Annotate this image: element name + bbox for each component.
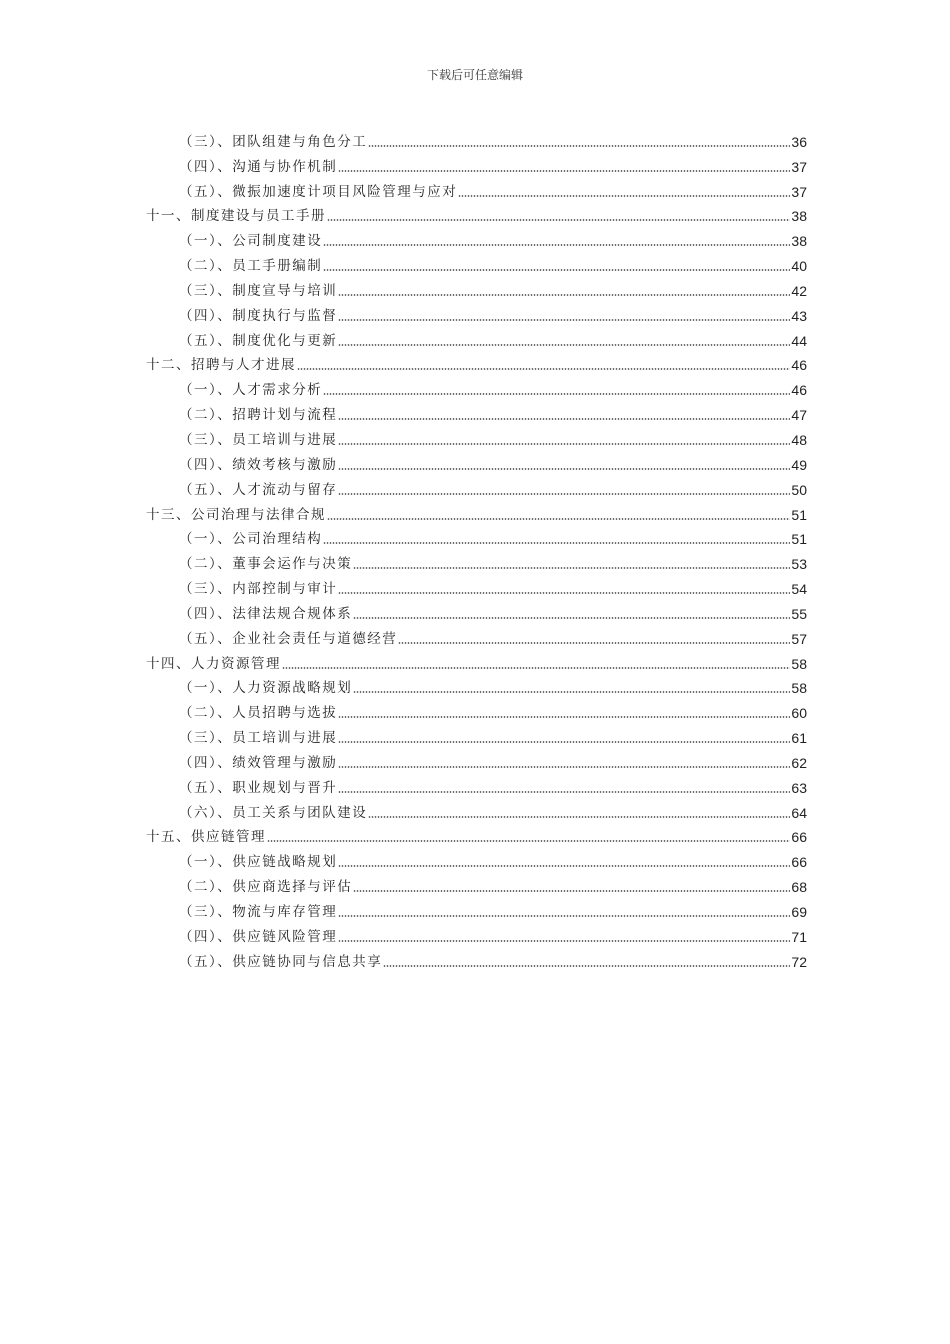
toc-entry-page-number: 60 bbox=[791, 705, 807, 722]
toc-entry[interactable] bbox=[146, 548, 807, 573]
toc-entry-title: （一）、公司治理结构 bbox=[179, 531, 323, 548]
toc-leader-dots bbox=[338, 741, 790, 743]
toc-leader-dots bbox=[338, 344, 790, 346]
toc-entry-page-number: 64 bbox=[791, 804, 807, 821]
toc-entry-page-number: 36 bbox=[791, 133, 807, 150]
toc-entry[interactable] bbox=[146, 350, 807, 375]
toc-leader-dots bbox=[282, 667, 790, 669]
toc-entry[interactable] bbox=[146, 399, 807, 424]
toc-entry-title: （二）、招聘计划与流程 bbox=[179, 407, 338, 424]
toc-entry[interactable] bbox=[146, 374, 807, 399]
toc-entry-title: （四）、绩效管理与激励 bbox=[179, 754, 338, 771]
toc-leader-dots bbox=[338, 865, 790, 867]
toc-entry-page-number: 50 bbox=[791, 481, 807, 498]
toc-entry-page-number: 58 bbox=[791, 655, 807, 672]
toc-leader-dots bbox=[338, 319, 790, 321]
toc-entry-page-number: 72 bbox=[791, 953, 807, 970]
toc-entry-title: （三）、物流与库存管理 bbox=[179, 904, 338, 920]
toc-entry[interactable] bbox=[146, 673, 807, 698]
toc-entry-page-number: 51 bbox=[791, 531, 807, 548]
toc-leader-dots bbox=[338, 468, 790, 470]
toc-leader-dots bbox=[353, 691, 790, 693]
toc-entry[interactable] bbox=[146, 499, 807, 524]
toc-leader-dots bbox=[338, 940, 790, 942]
toc-entry[interactable] bbox=[146, 722, 807, 747]
toc-leader-dots bbox=[353, 617, 790, 619]
toc-entry[interactable] bbox=[146, 598, 807, 623]
toc-entry-title: 十四、人力资源管理 bbox=[146, 655, 281, 672]
toc-leader-dots bbox=[297, 368, 790, 370]
toc-entry-page-number: 66 bbox=[791, 854, 807, 871]
toc-leader-dots bbox=[338, 592, 790, 594]
toc-entry-title: （四）、沟通与协作机制 bbox=[179, 158, 338, 175]
toc-entry-title: （一）、供应链战略规划 bbox=[179, 854, 338, 871]
toc-entry[interactable] bbox=[146, 573, 807, 598]
toc-leader-dots bbox=[338, 766, 790, 768]
toc-entry-page-number: 63 bbox=[791, 779, 807, 796]
toc-entry[interactable] bbox=[146, 697, 807, 722]
toc-entry[interactable] bbox=[146, 126, 807, 151]
toc-leader-dots bbox=[398, 642, 790, 644]
toc-entry-title: （五）、职业规划与晋升 bbox=[179, 779, 338, 796]
toc-entry-title: （五）、企业社会责任与道德经营 bbox=[179, 630, 398, 647]
toc-entry-title: （三）、团队组建与角色分工 bbox=[179, 133, 368, 150]
toc-entry-title: （二）、员工手册编制 bbox=[179, 258, 323, 275]
toc-entry-title: 十五、供应链管理 bbox=[146, 829, 266, 846]
toc-entry-page-number: 46 bbox=[791, 382, 807, 399]
toc-entry[interactable] bbox=[146, 176, 807, 201]
toc-entry-title: （三）、内部控制与审计 bbox=[179, 581, 338, 598]
toc-entry[interactable] bbox=[146, 151, 807, 176]
toc-leader-dots bbox=[368, 145, 790, 147]
toc-entry[interactable] bbox=[146, 648, 807, 673]
toc-entry-page-number: 57 bbox=[791, 630, 807, 647]
toc-entry[interactable] bbox=[146, 871, 807, 896]
toc-entry[interactable] bbox=[146, 846, 807, 871]
toc-entry-page-number: 71 bbox=[791, 928, 807, 945]
toc-entry[interactable] bbox=[146, 250, 807, 275]
toc-entry-title: （三）、员工培训与进展 bbox=[179, 730, 338, 747]
toc-entry-page-number: 44 bbox=[791, 332, 807, 349]
toc-leader-dots bbox=[338, 915, 790, 917]
toc-entry-page-number: 38 bbox=[791, 208, 807, 225]
toc-leader-dots bbox=[338, 418, 790, 420]
toc-entry-page-number: 55 bbox=[791, 605, 807, 622]
toc-entry-page-number: 40 bbox=[791, 258, 807, 275]
toc-entry-title: （五）、人才流动与留存 bbox=[179, 481, 338, 498]
toc-entry-title: （三）、员工培训与进展 bbox=[179, 431, 338, 448]
toc-entry-title: （一）、人才需求分析 bbox=[179, 382, 323, 399]
toc-entry-page-number: 43 bbox=[791, 307, 807, 324]
toc-entry-title: 十二、招聘与人才进展 bbox=[146, 357, 296, 374]
toc-entry-page-number: 49 bbox=[791, 456, 807, 473]
toc-entry-page-number: 69 bbox=[791, 904, 807, 920]
toc-entry-title: 十三、公司治理与法律合规 bbox=[146, 506, 326, 523]
toc-entry-page-number: 48 bbox=[791, 431, 807, 448]
toc-entry[interactable] bbox=[146, 747, 807, 772]
toc-entry[interactable] bbox=[146, 225, 807, 250]
toc-entry-page-number: 66 bbox=[791, 829, 807, 846]
toc-leader-dots bbox=[327, 219, 790, 221]
page-header: 下载后可任意编辑 bbox=[426, 68, 523, 82]
toc-entry-page-number: 53 bbox=[791, 556, 807, 573]
toc-entry[interactable] bbox=[146, 524, 807, 549]
toc-entry-title: （一）、公司制度建设 bbox=[179, 233, 323, 250]
toc-entry-title: （四）、供应链风险管理 bbox=[179, 928, 338, 945]
toc-entry-title: （二）、人员招聘与选拔 bbox=[179, 705, 338, 722]
toc-entry-title: （二）、董事会运作与决策 bbox=[179, 556, 353, 573]
toc-entry-page-number: 62 bbox=[791, 754, 807, 771]
toc-leader-dots bbox=[323, 542, 790, 544]
toc-entry-title: 十一、制度建设与员工手册 bbox=[146, 208, 326, 225]
toc-leader-dots bbox=[338, 716, 790, 718]
toc-leader-dots bbox=[338, 294, 790, 296]
toc-entry-title: （五）、微振加速度计项目风险管理与应对 bbox=[179, 183, 458, 200]
toc-entry-page-number: 38 bbox=[791, 233, 807, 250]
toc-leader-dots bbox=[323, 393, 790, 395]
toc-leader-dots bbox=[338, 443, 790, 445]
toc-entry[interactable] bbox=[146, 449, 807, 474]
toc-entry[interactable] bbox=[146, 201, 807, 226]
toc-entry-title: （六）、员工关系与团队建设 bbox=[179, 804, 368, 821]
toc-entry[interactable] bbox=[146, 623, 807, 648]
toc-entry-page-number: 68 bbox=[791, 879, 807, 896]
toc-leader-dots bbox=[327, 518, 790, 520]
toc-entry-page-number: 37 bbox=[791, 158, 807, 175]
toc-entry-page-number: 61 bbox=[791, 730, 807, 747]
toc-entry[interactable] bbox=[146, 325, 807, 350]
toc-entry-page-number: 58 bbox=[791, 680, 807, 697]
toc-leader-dots bbox=[383, 965, 790, 967]
toc-entry[interactable] bbox=[146, 474, 807, 499]
toc-entry-title: （一）、人力资源战略规划 bbox=[179, 680, 353, 697]
toc-leader-dots bbox=[323, 244, 790, 246]
toc-entry[interactable] bbox=[146, 797, 807, 822]
toc-entry-title: （四）、绩效考核与激励 bbox=[179, 456, 338, 473]
toc-leader-dots bbox=[353, 890, 790, 892]
toc-leader-dots bbox=[353, 567, 790, 569]
toc-leader-dots bbox=[458, 195, 790, 197]
toc-entry-title: （五）、制度优化与更新 bbox=[179, 332, 338, 349]
toc-leader-dots bbox=[338, 170, 790, 172]
toc-entry[interactable] bbox=[146, 921, 807, 946]
toc-leader-dots bbox=[338, 493, 790, 495]
toc-entry-page-number: 42 bbox=[791, 282, 807, 299]
toc-entry-page-number: 37 bbox=[791, 183, 807, 200]
toc-entry-title: （五）、供应链协同与信息共享 bbox=[179, 953, 383, 970]
toc-entry[interactable] bbox=[146, 275, 807, 300]
toc-entry-page-number: 47 bbox=[791, 407, 807, 424]
toc-entry[interactable] bbox=[146, 772, 807, 797]
toc-leader-dots bbox=[323, 269, 790, 271]
toc-entry[interactable] bbox=[146, 946, 807, 971]
toc-entry[interactable] bbox=[146, 896, 807, 921]
toc-entry[interactable] bbox=[146, 300, 807, 325]
toc-leader-dots bbox=[267, 840, 790, 842]
toc-entry-title: （二）、供应商选择与评估 bbox=[179, 879, 353, 896]
toc-leader-dots bbox=[368, 816, 790, 818]
toc-entry[interactable] bbox=[146, 822, 807, 847]
toc-entry[interactable] bbox=[146, 424, 807, 449]
toc-entry-title: （三）、制度宣导与培训 bbox=[179, 282, 338, 299]
toc-entry-page-number: 54 bbox=[791, 581, 807, 598]
table-of-contents bbox=[146, 126, 807, 971]
toc-entry-title: （四）、法律法规合规体系 bbox=[179, 605, 353, 622]
toc-entry-title: （四）、制度执行与监督 bbox=[179, 307, 338, 324]
toc-leader-dots bbox=[338, 791, 790, 793]
toc-entry-page-number: 51 bbox=[791, 506, 807, 523]
toc-entry-page-number: 46 bbox=[791, 357, 807, 374]
